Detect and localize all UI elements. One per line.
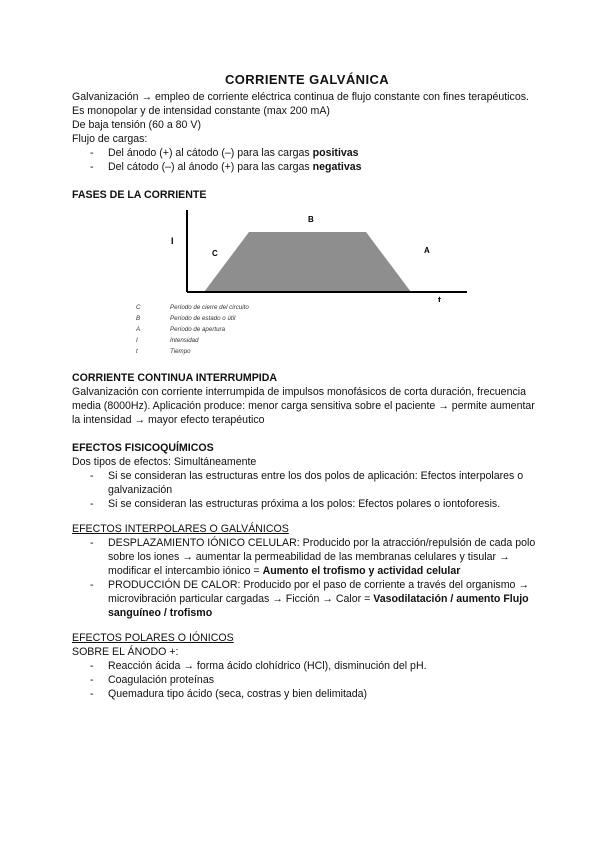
list-item-bold: Vasodilatación / aumento Flujo sanguíneo / trofismo xyxy=(108,593,529,619)
segment-label-b: B xyxy=(308,215,314,224)
legend-item xyxy=(136,335,542,346)
list-item-text: Del ánodo (+) al cátodo (–) para las cargas xyxy=(108,147,313,159)
fisicoquimicos-intro: Dos tipos de efectos: Simultáneamente xyxy=(72,456,257,468)
legend-key: I xyxy=(136,337,138,344)
list-item: - Reacción ácida → forma ácido clohídrico (HCl), disminución del pH. xyxy=(108,659,542,673)
legend-key: B xyxy=(136,315,141,322)
interrumpida-heading: CORRIENTE CONTINUA INTERRUMPIDA xyxy=(72,372,278,384)
list-item xyxy=(108,146,542,160)
list-item xyxy=(108,578,542,620)
intro-line-4: Flujo de cargas: xyxy=(72,133,148,145)
polares-subheading: SOBRE EL ÁNODO +: xyxy=(72,646,179,658)
legend-text: Período de estado o útil xyxy=(170,315,236,322)
legend-item xyxy=(136,324,542,335)
legend-item xyxy=(136,313,542,324)
interpolares-heading: EFECTOS INTERPOLARES O GALVÁNICOS xyxy=(72,523,289,535)
list-item xyxy=(108,536,542,578)
intro-line-1: Galvanización → empleo de corriente eléctrica continua de flujo constante con fines terapéuticos. xyxy=(72,91,529,103)
legend-item xyxy=(136,302,542,313)
segment-label-c: C xyxy=(212,249,218,258)
document-page xyxy=(72,72,542,701)
chart-legend xyxy=(136,302,542,357)
interpolares-list xyxy=(72,536,542,620)
current-area xyxy=(204,232,411,292)
intro-line-3: De baja tensión (60 a 80 V) xyxy=(72,119,201,131)
legend-key: A xyxy=(136,326,141,333)
list-item: - Si se consideran las estructuras próxima a los polos: Efectos polares o iontoforesis. xyxy=(108,497,542,511)
list-item: - Si se consideran las estructuras entre los dos polos de aplicación: Efectos interpolares o galvanización xyxy=(108,469,542,497)
phases-chart-svg xyxy=(72,202,542,302)
legend-text: Período de apertura xyxy=(170,326,226,333)
legend-text: Período de cierre del circuito xyxy=(170,304,249,311)
legend-key: C xyxy=(136,304,141,311)
list-item-bold: negativas xyxy=(312,161,362,173)
legend-item xyxy=(136,346,542,357)
charge-flow-list xyxy=(72,146,542,174)
list-item: - Coagulación proteínas xyxy=(108,673,542,687)
segment-label-a: A xyxy=(424,246,430,255)
fisicoquimicos-heading: EFECTOS FISICOQUÍMICOS xyxy=(72,442,214,454)
list-item xyxy=(108,160,542,174)
list-item-bold: positivas xyxy=(312,147,359,159)
phases-chart xyxy=(72,202,542,302)
page-title: CORRIENTE GALVÁNICA xyxy=(224,72,390,87)
legend-text: Tiempo xyxy=(170,348,191,355)
legend-key: t xyxy=(136,348,138,355)
list-item-bold: Aumento el trofismo y actividad celular xyxy=(262,565,461,577)
list-item-text: Del cátodo (–) al ánodo (+) para las cargas xyxy=(108,161,313,173)
list-item: - Quemadura tipo ácido (seca, costras y bien delimitada) xyxy=(108,687,542,701)
interrumpida-body: Galvanización con corriente interrumpida de impulsos monofásicos de corta duración, frecuencia media (8000Hz). Aplicación produce: menor carga sensitiva sobre el paciente → permite aumentar la intensidad → mayor efecto terapéutico xyxy=(72,386,535,426)
list-item-text: PRODUCCIÓN DE CALOR: Producido por el paso de corriente a través del organismo → microvibración particular cargadas → Ficción → Calor = xyxy=(108,579,529,605)
list-item-text: DESPLAZAMIENTO IÓNICO CELULAR: Producido por la atracción/repulsión de cada polo sobre los iones → aumentar la permeabilidad de las membranas celulares y tisular → modificar el intercambio iónico = xyxy=(108,537,536,577)
intro-line-2: Es monopolar y de intensidad constante (max 200 mA) xyxy=(72,105,330,117)
legend-text: Intensidad xyxy=(170,337,199,344)
fisicoquimicos-list xyxy=(72,469,542,511)
x-axis-label: t xyxy=(438,295,441,302)
phases-heading: FASES DE LA CORRIENTE xyxy=(72,189,207,201)
polares-heading: EFECTOS POLARES O IÓNICOS xyxy=(72,632,234,644)
y-axis-label: I xyxy=(171,236,174,246)
polares-list xyxy=(72,659,542,701)
